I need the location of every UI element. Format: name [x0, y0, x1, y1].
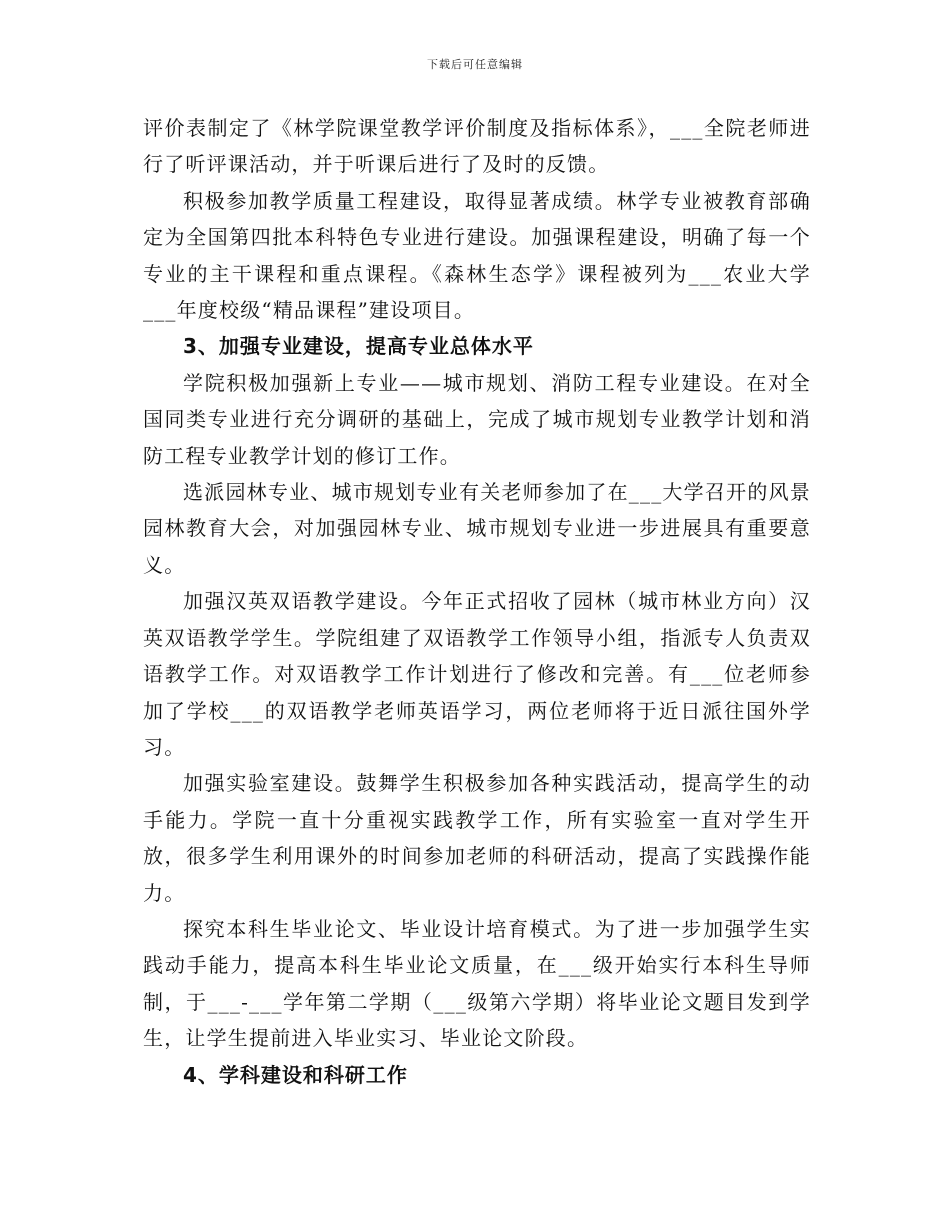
- section-heading-4: 4、学科建设和科研工作: [183, 1062, 408, 1087]
- page-header: 下载后可任意编辑: [427, 58, 523, 71]
- section-heading-3: 3、加强专业建设，提高专业总体水平: [183, 334, 534, 359]
- paragraph-evaluation: 评价表制定了《林学院课堂教学评价制度及指标体系》，___全院老师进行了听评课活动，并于听课后进行了及时的反馈。: [143, 116, 811, 177]
- paragraph-thesis: 探究本科生毕业论文、毕业设计培育模式。为了进一步加强学生实践动手能力，提高本科生毕业论文质量，在___级开始实行本科生导师制，于___-___学年第二学期（___级第六学期）将毕业论文题目发到学生，让学生提前进入毕业实习、毕业论文阶段。: [143, 916, 811, 1051]
- document-body: [143, 110, 811, 1093]
- paragraph-quality-project: 积极参加教学质量工程建设，取得显著成绩。林学专业被教育部确定为全国第四批本科特色专业进行建设。加强课程建设，明确了每一个专业的主干课程和重点课程。《森林生态学》课程被列为___农业大学___年度校级“精品课程”建设项目。: [143, 188, 811, 323]
- paragraph-laboratory: 加强实验室建设。鼓舞学生积极参加各种实践活动，提高学生的动手能力。学院一直十分重视实践教学工作，所有实验室一直对学生开放，很多学生利用课外的时间参加老师的科研活动，提高了实践操作能力。: [143, 771, 811, 905]
- paragraph-new-majors: 学院积极加强新上专业——城市规划、消防工程专业建设。在对全国同类专业进行充分调研的基础上，完成了城市规划专业教学计划和消防工程专业教学计划的修订工作。: [143, 370, 811, 468]
- paragraph-landscape-conference: 选派园林专业、城市规划专业有关老师参加了在___大学召开的风景园林教育大会，对加强园林专业、城市规划专业进一步进展具有重要意义。: [143, 480, 811, 577]
- paragraph-bilingual: 加强汉英双语教学建设。今年正式招收了园林（城市林业方向）汉英双语教学学生。学院组建了双语教学工作领导小组，指派专人负责双语教学工作。对双语教学工作计划进行了修改和完善。有___位老师参加了学校___的双语教学老师英语学习，两位老师将于近日派往国外学习。: [143, 589, 811, 759]
